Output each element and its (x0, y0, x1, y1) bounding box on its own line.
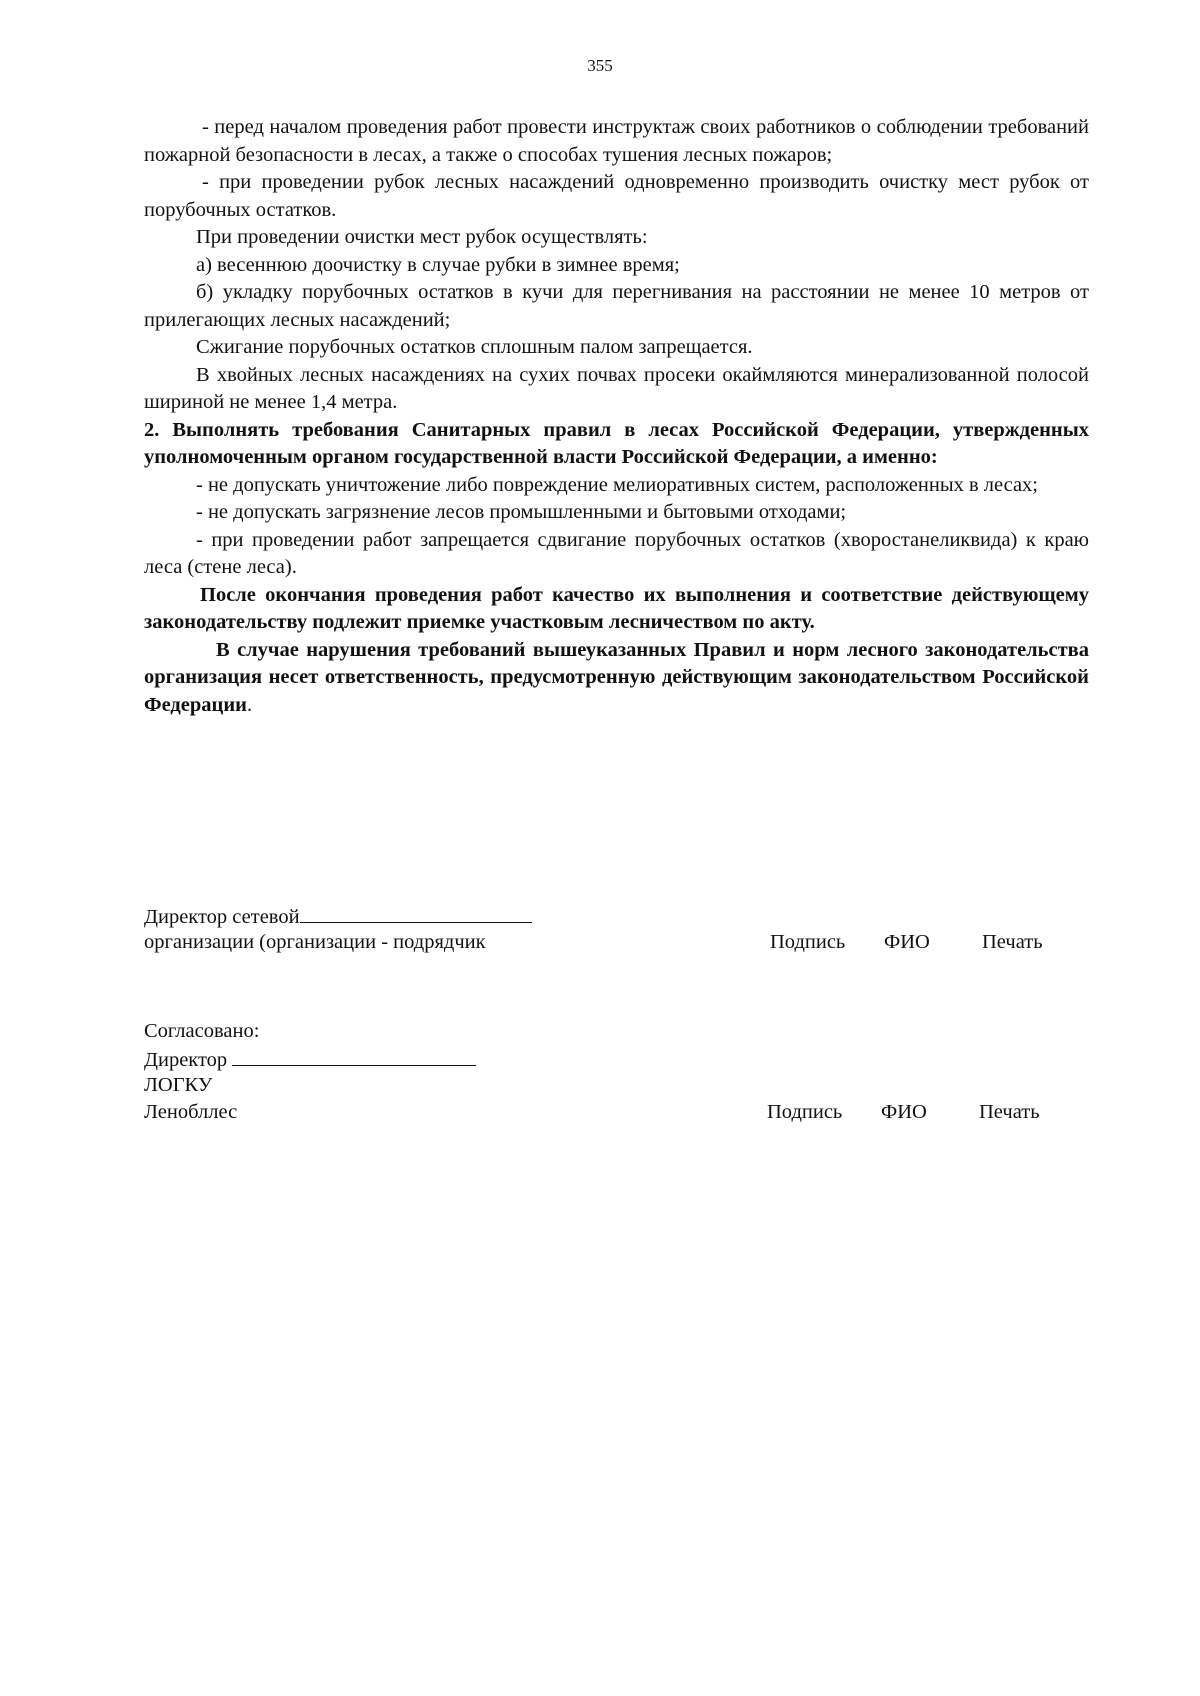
signature-name-label-2: ФИО (881, 1101, 927, 1123)
signature-line-1 (300, 902, 532, 923)
director-label-2 (144, 1045, 476, 1075)
signature-name-label-1: ФИО (884, 931, 930, 953)
paragraph-sanitary-rules: 2. Выполнять требования Санитарных правил в лесах Российской Федерации, утвержденных уполномоченным органом государственной власти Российской Федерации, а именно: (144, 418, 1089, 468)
paragraph-pollution: - не допускать загрязнение лесов промышленными и бытовыми отходами; (196, 501, 847, 523)
director-network-label: Директор сетевой (144, 906, 300, 928)
org-lenobles-label: Ленобллес (144, 1101, 238, 1123)
agreed-label: Согласовано: (144, 1020, 260, 1042)
page-number: 355 (587, 56, 613, 75)
paragraph-shifting: - при проведении работ запрещается сдвигание порубочных остатков (хворостанеликвида) к краю леса (стене леса). (144, 528, 1089, 578)
paragraph-cleanup: - при проведении рубок лесных насаждений одновременно производить очистку мест рубок от порубочных остатков. (144, 171, 1089, 221)
paragraph-item-b: б) укладку порубочных остатков в кучи для перегнивания на расстоянии не менее 10 метров от прилегающих лесных насаждений; (144, 281, 1089, 331)
signature-stamp-label-2: Печать (979, 1101, 1040, 1123)
paragraph-acceptance: После окончания проведения работ качество их выполнения и соответствие действующему законодательству подлежит приемке участковым лесничеством по акту. (144, 583, 1089, 633)
signature-line-2 (232, 1045, 476, 1066)
liability-period: . (247, 693, 253, 716)
paragraph-cleanup-intro: При проведении очистки мест рубок осуществлять: (196, 226, 648, 248)
document-body (144, 114, 1089, 719)
signature-stamp-label-1: Печать (982, 931, 1043, 953)
paragraph-briefing: - перед началом проведения работ провести инструктаж своих работников о соблюдении требований пожарной безопасности в лесах, а также о способах тушения лесных пожаров; (144, 116, 1089, 166)
paragraph-coniferous: В хвойных лесных насаждениях на сухих почвах просеки окаймляются минерализованной полосой шириной не менее 1,4 метра. (144, 363, 1089, 413)
paragraph-melioration: - не допускать уничтожение либо повреждение мелиоративных систем, расположенных в лесах; (196, 473, 1039, 496)
paragraph-liability (144, 637, 1089, 720)
org-logku-label: ЛОГКУ (144, 1074, 213, 1096)
signature-director-label (144, 902, 532, 932)
signature-sign-label-2: Подпись (767, 1101, 843, 1123)
paragraph-burning-ban: Сжигание порубочных остатков сплошным палом запрещается. (196, 336, 753, 358)
signature-sign-label-1: Подпись (770, 931, 846, 953)
liability-text: В случае нарушения требований вышеуказанных Правил и норм лесного законодательства организация несет ответственность, предусмотренную действующим законодательством Российской Федерации (144, 638, 1089, 716)
signature-org-label: организации (организации - подрядчик (144, 931, 486, 953)
director-text: Директор (144, 1049, 228, 1071)
paragraph-item-a: а) весеннюю доочистку в случае рубки в зимнее время; (196, 253, 680, 276)
